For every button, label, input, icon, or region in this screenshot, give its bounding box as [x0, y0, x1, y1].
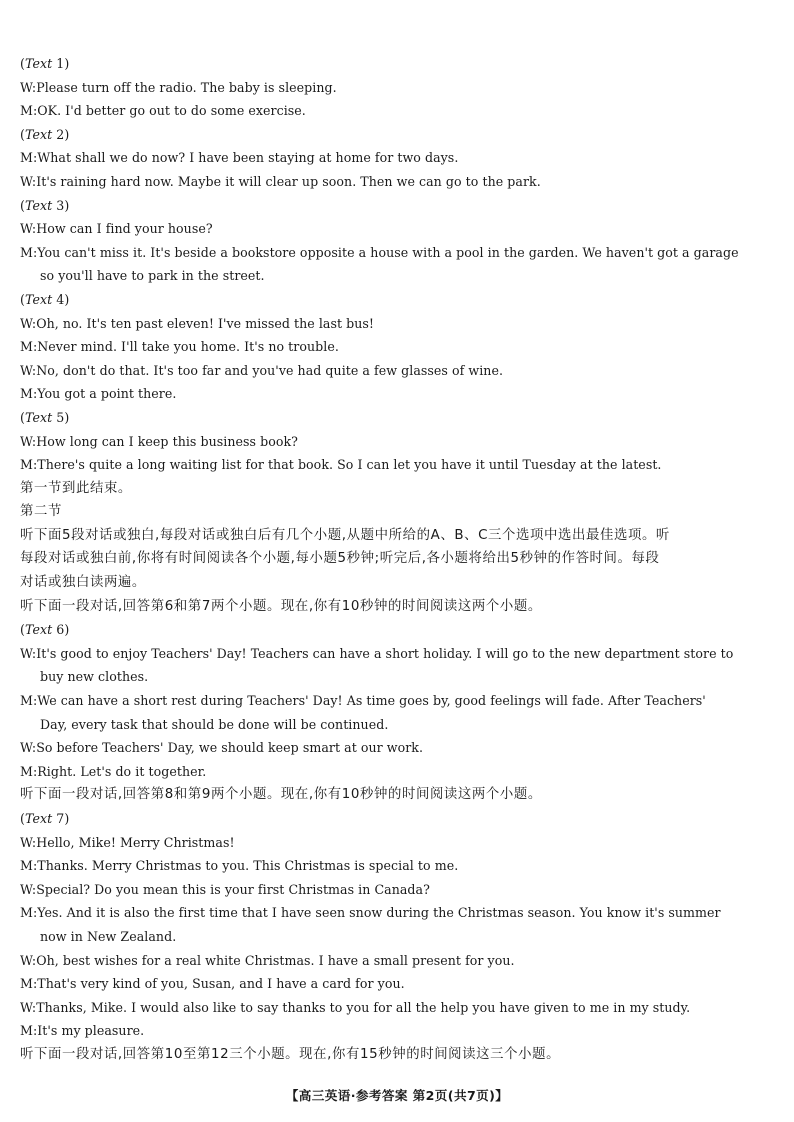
label-paren: ( — [20, 291, 25, 307]
label-paren: ( — [20, 622, 25, 638]
dialogue-line: M:Right. Let's do it together. — [20, 763, 207, 779]
label-word: Text — [24, 622, 53, 638]
dialogue-line: W:How long can I keep this business book? — [20, 433, 298, 449]
text-section-label — [20, 618, 720, 642]
dialogue-line: M:What shall we do now? I have been staying at home for two days. — [20, 150, 459, 166]
dialogue-line: M:That's very kind of you, Susan, and I have a card for you. — [20, 976, 405, 992]
dialogue-line: M:It's my pleasure. — [20, 1023, 145, 1039]
label-number: 2) — [52, 126, 70, 142]
label-word: Text — [24, 409, 53, 425]
label-paren: ( — [20, 56, 25, 71]
label-number: 3) — [52, 197, 70, 213]
label-number: 4) — [52, 291, 70, 307]
text-section-label — [20, 194, 720, 218]
dialogue-continuation: now in New Zealand. — [40, 928, 177, 944]
document-body — [20, 52, 739, 1067]
instruction-line: 听下面一段对话,回答第6和第7两个小题。现在,你有10秒钟的时间阅读这两个小题。 — [20, 598, 542, 614]
label-word: Text — [24, 291, 53, 307]
dialogue-line: W:Please turn off the radio. The baby is sleeping. — [20, 79, 337, 95]
dialogue-line: M:We can have a short rest during Teachers' Day! As time goes by, good feelings will fade. After Teachers' — [20, 693, 706, 709]
dialogue-line: W:Oh, no. It's ten past eleven! I've missed the last bus! — [20, 315, 375, 331]
instruction-line: 第一节到此结束。 — [20, 480, 132, 496]
text-section-label — [20, 406, 720, 430]
dialogue-line: M:Never mind. I'll take you home. It's no trouble. — [20, 339, 339, 355]
dialogue-line: W:Hello, Mike! Merry Christmas! — [20, 834, 235, 850]
dialogue-line: W:How can I find your house? — [20, 221, 213, 237]
dialogue-continuation: buy new clothes. — [40, 669, 149, 685]
dialogue-line: W:It's good to enjoy Teachers' Day! Teachers can have a short holiday. I will go to the new department store to — [20, 645, 734, 661]
instruction-line: 听下面一段对话,回答第8和第9两个小题。现在,你有10秒钟的时间阅读这两个小题。 — [20, 787, 542, 803]
dialogue-line: W:Thanks, Mike. I would also like to say thanks to you for all the help you have given to me in my study. — [20, 999, 691, 1015]
dialogue-line: M:You can't miss it. It's beside a bookstore opposite a house with a pool in the garden. We haven't got a garage — [20, 244, 739, 260]
dialogue-line: M:OK. I'd better go out to do some exercise. — [20, 103, 306, 119]
text-section-label — [20, 807, 720, 831]
dialogue-line: W:It's raining hard now. Maybe it will clear up soon. Then we can go to the park. — [20, 173, 541, 189]
label-word: Text — [24, 811, 53, 826]
dialogue-line: W:Oh, best wishes for a real white Christmas. I have a small present for you. — [20, 952, 515, 968]
label-paren: ( — [20, 811, 25, 826]
dialogue-line: W:So before Teachers' Day, we should keep smart at our work. — [20, 740, 424, 756]
dialogue-line: W:No, don't do that. It's too far and you've had quite a few glasses of wine. — [20, 362, 504, 378]
dialogue-line: M:Thanks. Merry Christmas to you. This Christmas is special to me. — [20, 858, 459, 874]
dialogue-continuation: so you'll have to park in the street. — [40, 268, 265, 284]
label-word: Text — [24, 126, 53, 142]
dialogue-line: M:Yes. And it is also the first time that I have seen snow during the Christmas season. You know it's summer — [20, 905, 721, 921]
label-word: Text — [24, 197, 53, 213]
label-paren: ( — [20, 197, 25, 213]
instruction-line: 听下面5段对话或独白,每段对话或独白后有几个小题,从题中所给的A、B、C三个选项中选出最佳选项。听 — [20, 527, 670, 543]
label-number: 7) — [52, 811, 70, 826]
page-footer: 【高三英语·参考答案 第2页(共7页)】 — [285, 1088, 509, 1103]
instruction-line: 第二节 — [20, 504, 62, 520]
text-section-label — [20, 52, 720, 76]
label-word: Text — [24, 56, 53, 71]
label-paren: ( — [20, 126, 25, 142]
label-number: 5) — [52, 409, 70, 425]
dialogue-continuation: Day, every task that should be done will be continued. — [40, 716, 389, 732]
dialogue-line: M:There's quite a long waiting list for that book. So I can let you have it until Tuesday at the latest. — [20, 457, 662, 473]
label-number: 1) — [52, 56, 70, 71]
label-paren: ( — [20, 409, 25, 425]
text-section-label — [20, 123, 720, 147]
instruction-line: 对话或独白读两遍。 — [20, 575, 146, 591]
dialogue-line: W:Special? Do you mean this is your first Christmas in Canada? — [20, 881, 430, 897]
text-section-label — [20, 288, 720, 312]
instruction-line: 每段对话或独白前,你将有时间阅读各个小题,每小题5秒钟;听完后,各小题将给出5秒钟的作答时间。每段 — [20, 551, 660, 567]
instruction-line: 听下面一段对话,回答第10至第12三个小题。现在,你有15秒钟的时间阅读这三个小题。 — [20, 1046, 561, 1062]
label-number: 6) — [52, 622, 70, 638]
dialogue-line: M:You got a point there. — [20, 386, 177, 402]
